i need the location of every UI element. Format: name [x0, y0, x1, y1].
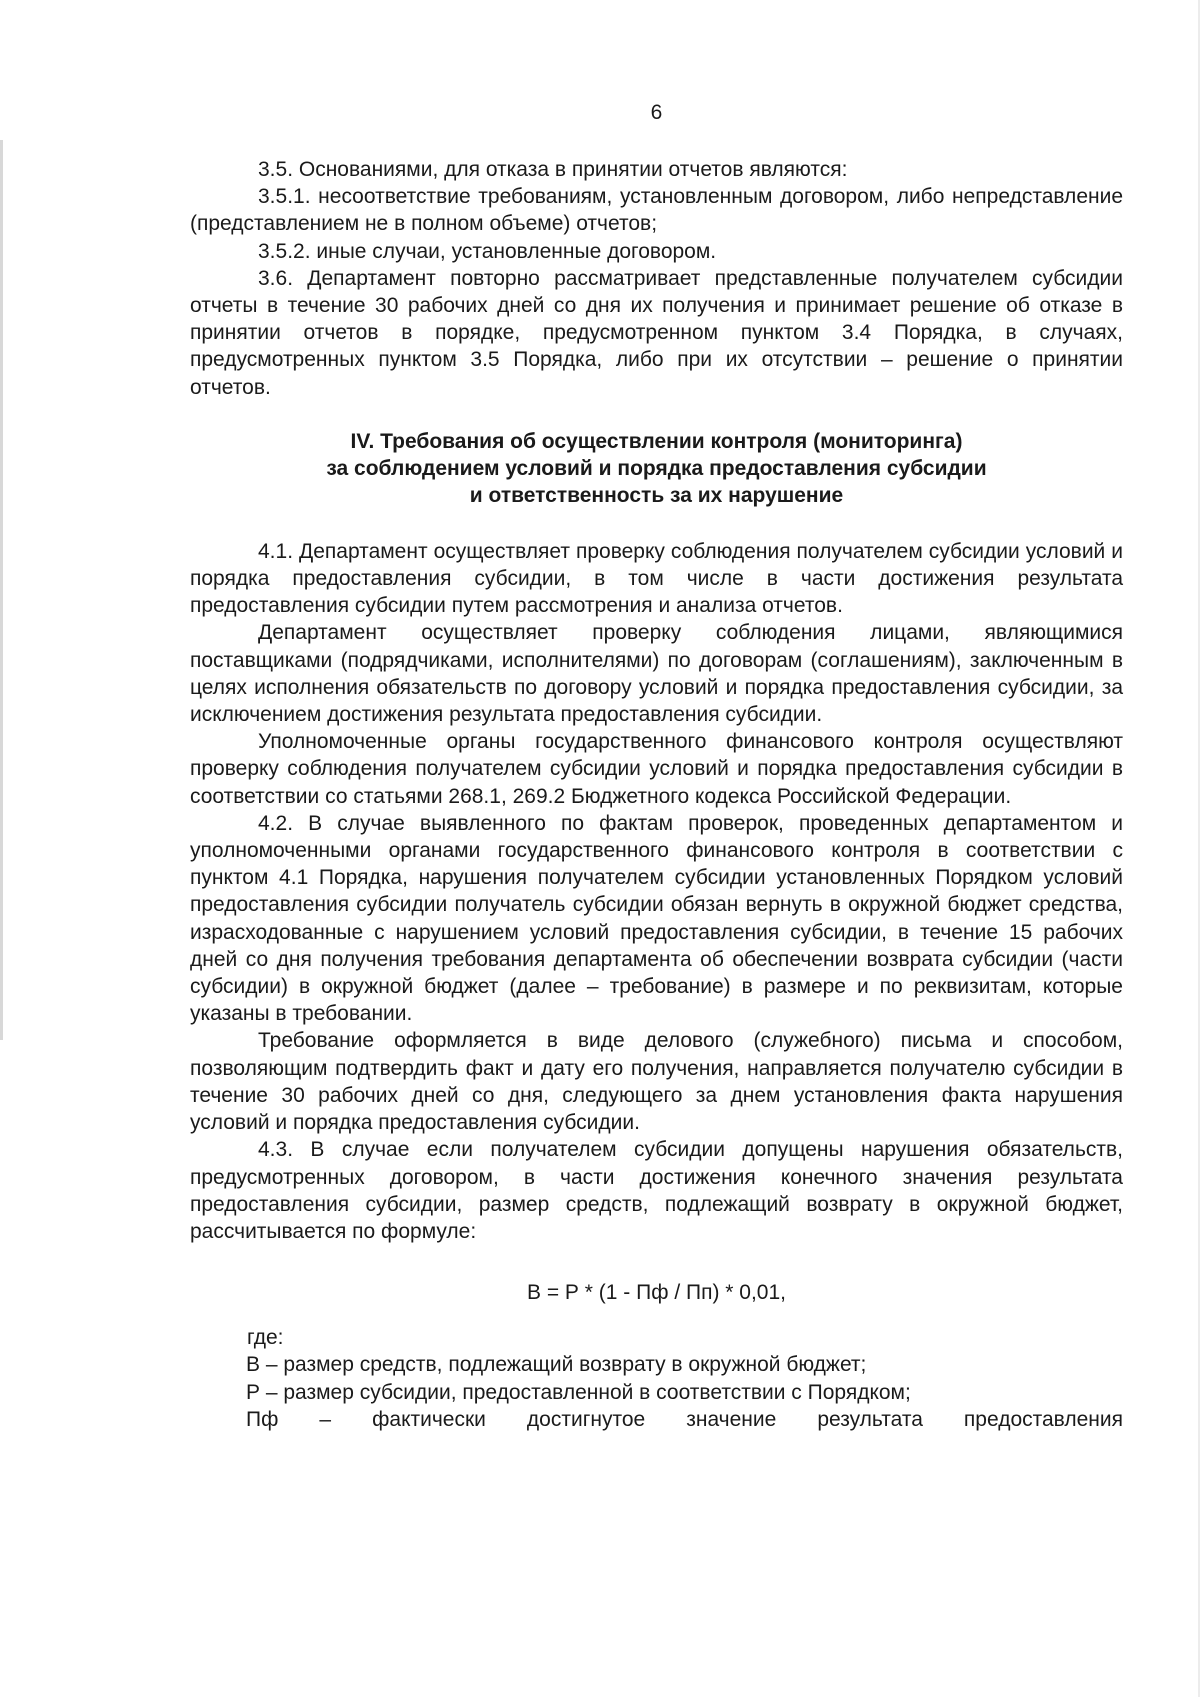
heading-line-2: за соблюдением условий и порядка предоставления субсидии — [326, 456, 987, 480]
paragraph-3-5-1: 3.5.1. несоответствие требованиям, установленным договором, либо непредставление (представлением не в полном объеме) отчетов; — [190, 185, 1123, 236]
paragraph-4-2: 4.2. В случае выявленного по фактам проверок, проведенных департаментом и уполномоченными органами государственного финансового контроля в соответствии с пунктом 4.1 Порядка, нарушения получателем субсидии установленных Порядком условий предоставления субсидии получатель субсидии обязан вернуть в окружной бюджет средства, израсходованные с нарушением условий предоставления субсидии, в течение 15 рабочих дней со дня получения требования департамента об обеспечении возврата субсидии (части субсидии) в окружной бюджет (далее – требование) в размере и по реквизитам, которые указаны в требовании. — [190, 811, 1123, 1026]
paragraph-4-3: 4.3. В случае если получателем субсидии допущены нарушения обязательств, предусмотренных договором, в части достижения конечного значения результата предоставления субсидии, размер средств, подлежащий возврату в окружной бюджет, рассчитывается по формуле: — [190, 1138, 1123, 1243]
definition-r: Р – размер субсидии, предоставленной в соответствии с Порядком; — [246, 1380, 911, 1404]
section-4-text — [190, 538, 1123, 1245]
paragraph-4-2-requirement: Требование оформляется в виде делового (служебного) письма и способом, позволяющим подтвердить факт и дату его получения, направляется получателю субсидии в течение 30 рабочих дней со дня, следующего за днем установления факта нарушения условий и порядка предоставления субсидии. — [190, 1029, 1123, 1135]
scan-edge-left — [0, 140, 3, 1040]
section-3-text — [190, 156, 1123, 401]
paragraph-3-5-2: 3.5.2. иные случаи, установленные договором. — [258, 239, 717, 263]
paragraph-4-1: 4.1. Департамент осуществляет проверку соблюдения получателем субсидии условий и порядка предоставления субсидии, в том числе в части достижения результата предоставления субсидии путем рассмотрения и анализа отчетов. — [190, 539, 1123, 618]
definition-v: В – размер средств, подлежащий возврату в окружной бюджет; — [246, 1353, 867, 1377]
heading-line-1: IV. Требования об осуществлении контроля (мониторинга) — [350, 429, 963, 453]
page-number: 6 — [650, 101, 663, 124]
section-4-heading — [190, 428, 1123, 509]
definition-pf: Пф – фактически достигнутое значение результата предоставления — [246, 1407, 1123, 1431]
heading-line-3: и ответственность за их нарушение — [469, 483, 844, 507]
formula-definitions — [190, 1324, 1123, 1433]
definitions-where: где: — [247, 1326, 284, 1350]
paragraph-3-5: 3.5. Основаниями, для отказа в принятии отчетов являются: — [258, 158, 848, 181]
paragraph-3-6: 3.6. Департамент повторно рассматривает представленные получателем субсидии отчеты в течение 30 рабочих дней со дня их получения и принимает решение об отказе в принятии отчетов в порядке, предусмотренном пунктом 3.4 Порядка, в случаях, предусмотренных пунктом 3.5 Порядка, либо при их отсутствии – решение о принятии отчетов. — [190, 266, 1123, 399]
refund-formula: В = Р * (1 - Пф / Пп) * 0,01, — [526, 1281, 786, 1305]
paragraph-4-1-suppliers: Департамент осуществляет проверку соблюдения лицами, являющимися поставщиками (подрядчиками, исполнителями) по договорам (соглашениям), заключенным в целях исполнения обязательств по договору условий и порядка предоставления субсидии, за исключением достижения результата предоставления субсидии. — [190, 621, 1123, 727]
paragraph-4-1-control-bodies: Уполномоченные органы государственного финансового контроля осуществляют проверку соблюдения получателем субсидии условий и порядка предоставления субсидии в соответствии со статьями 268.1, 269.2 Бюджетного кодекса Российской Федерации. — [190, 730, 1123, 808]
